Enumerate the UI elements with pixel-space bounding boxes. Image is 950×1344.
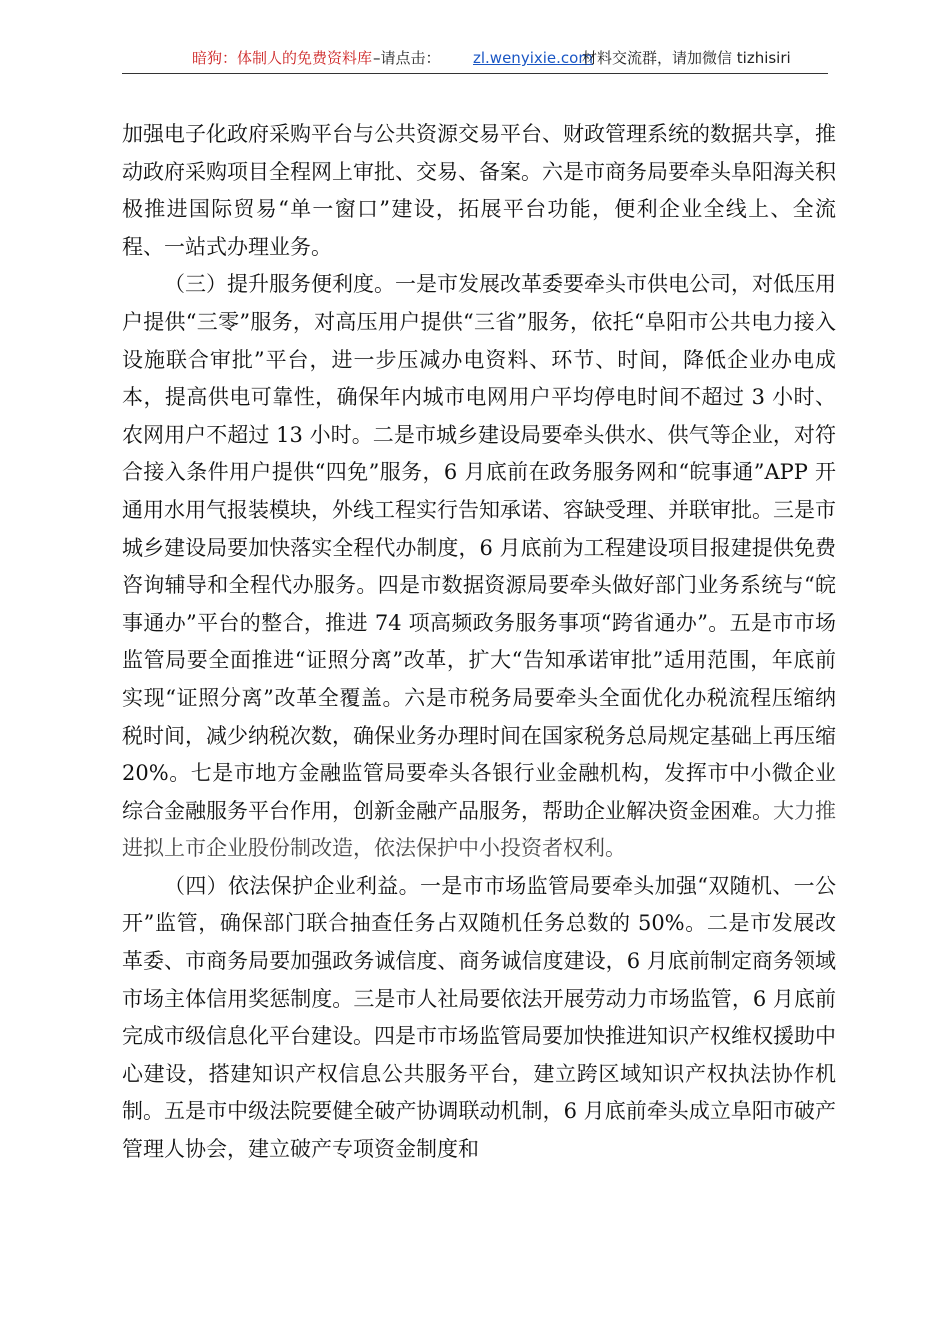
- header-wechat-text: 材料交流群，请加微信 tizhisiri: [582, 49, 791, 67]
- document-body: [122, 116, 836, 1169]
- paragraph-service-convenience-text: （三）提升服务便利度。一是市发展改革委要牵头市供电公司，对低压用户提供“三零”服务，对高压用户提供“三省”服务，依托“阜阳市公共电力接入设施联合审批”平台，进一步压减办电资料、环节、时间，降低企业办电成本，提高供电可靠性，确保年内城市电网用户平均停电时间不超过 3 小时、农网用户不超过 13 小时。二是市城乡建设局要牵头供水、供气等企业，对符合接入条件用户提供“四免”服务，6 月底前在政务服务网和“皖事通”APP 开通用水用气报装模块，外线工程实行告知承诺、容缺受理、并联审批。三是市城乡建设局要加快落实全程代办制度，6 月底前为工程建设项目报建提供免费咨询辅导和全程代办服务。四是市数据资源局要牵头做好部门业务系统与“皖事通办”平台的整合，推进 74 项高频政务服务事项“跨省通办”。五是市市场监管局要全面推进“证照分离”改革，扩大“告知承诺审批”适用范围，年底前实现“证照分离”改革全覆盖。六是市税务局要牵头全面优化办税流程压缩纳税时间，减少纳税次数，确保业务办理时间在国家税务总局规定基础上再压缩 20%。七是市地方金融监管局要牵头各银行业金融机构，发挥市中小微企业综合金融服务平台作用，创新金融产品服务，帮助企业解决资金困难。: [122, 272, 836, 823]
- paragraph-procurement: 加强电子化政府采购平台与公共资源交易平台、财政管理系统的数据共享，推动政府采购项目全程网上审批、交易、备案。六是市商务局要牵头阜阳海关积极推进国际贸易“单一窗口”建设，拓展平台功能，便利企业全线上、全流程、一站式办理业务。: [122, 122, 836, 259]
- page-header: [0, 46, 950, 70]
- paragraph-protect-enterprise-interests: （四）依法保护企业利益。一是市市场监管局要牵头加强“双随机、一公开”监管，确保部门联合抽查任务占双随机任务总数的 50%。二是市发展改革委、市商务局要加强政务诚信度、商务诚信度建设，6 月底前制定商务领域市场主体信用奖惩制度。三是市人社局要依法开展劳动力市场监管，6 月底前完成市级信息化平台建设。四是市市场监管局要加快推进知识产权维权援助中心建设，搭建知识产权信息公共服务平台，建立跨区域知识产权执法协作机制。五是市中级法院要健全破产协调联动机制，6 月底前牵头成立阜阳市破产管理人协会，建立破产专项资金制度和: [122, 873, 836, 1162]
- paragraph-service-convenience: [122, 266, 836, 868]
- header-brand-text: 暗狗：体制人的免费资料库: [192, 49, 373, 67]
- paragraph-service-convenience-tail: 大力推进拟上市企业股份制改造，依法保护中小投资者权利。: [122, 798, 836, 861]
- header-website-link[interactable]: zl.wenyixie.com: [473, 49, 593, 67]
- header-prompt-text: –请点击：: [373, 49, 441, 67]
- header-divider: [122, 73, 828, 74]
